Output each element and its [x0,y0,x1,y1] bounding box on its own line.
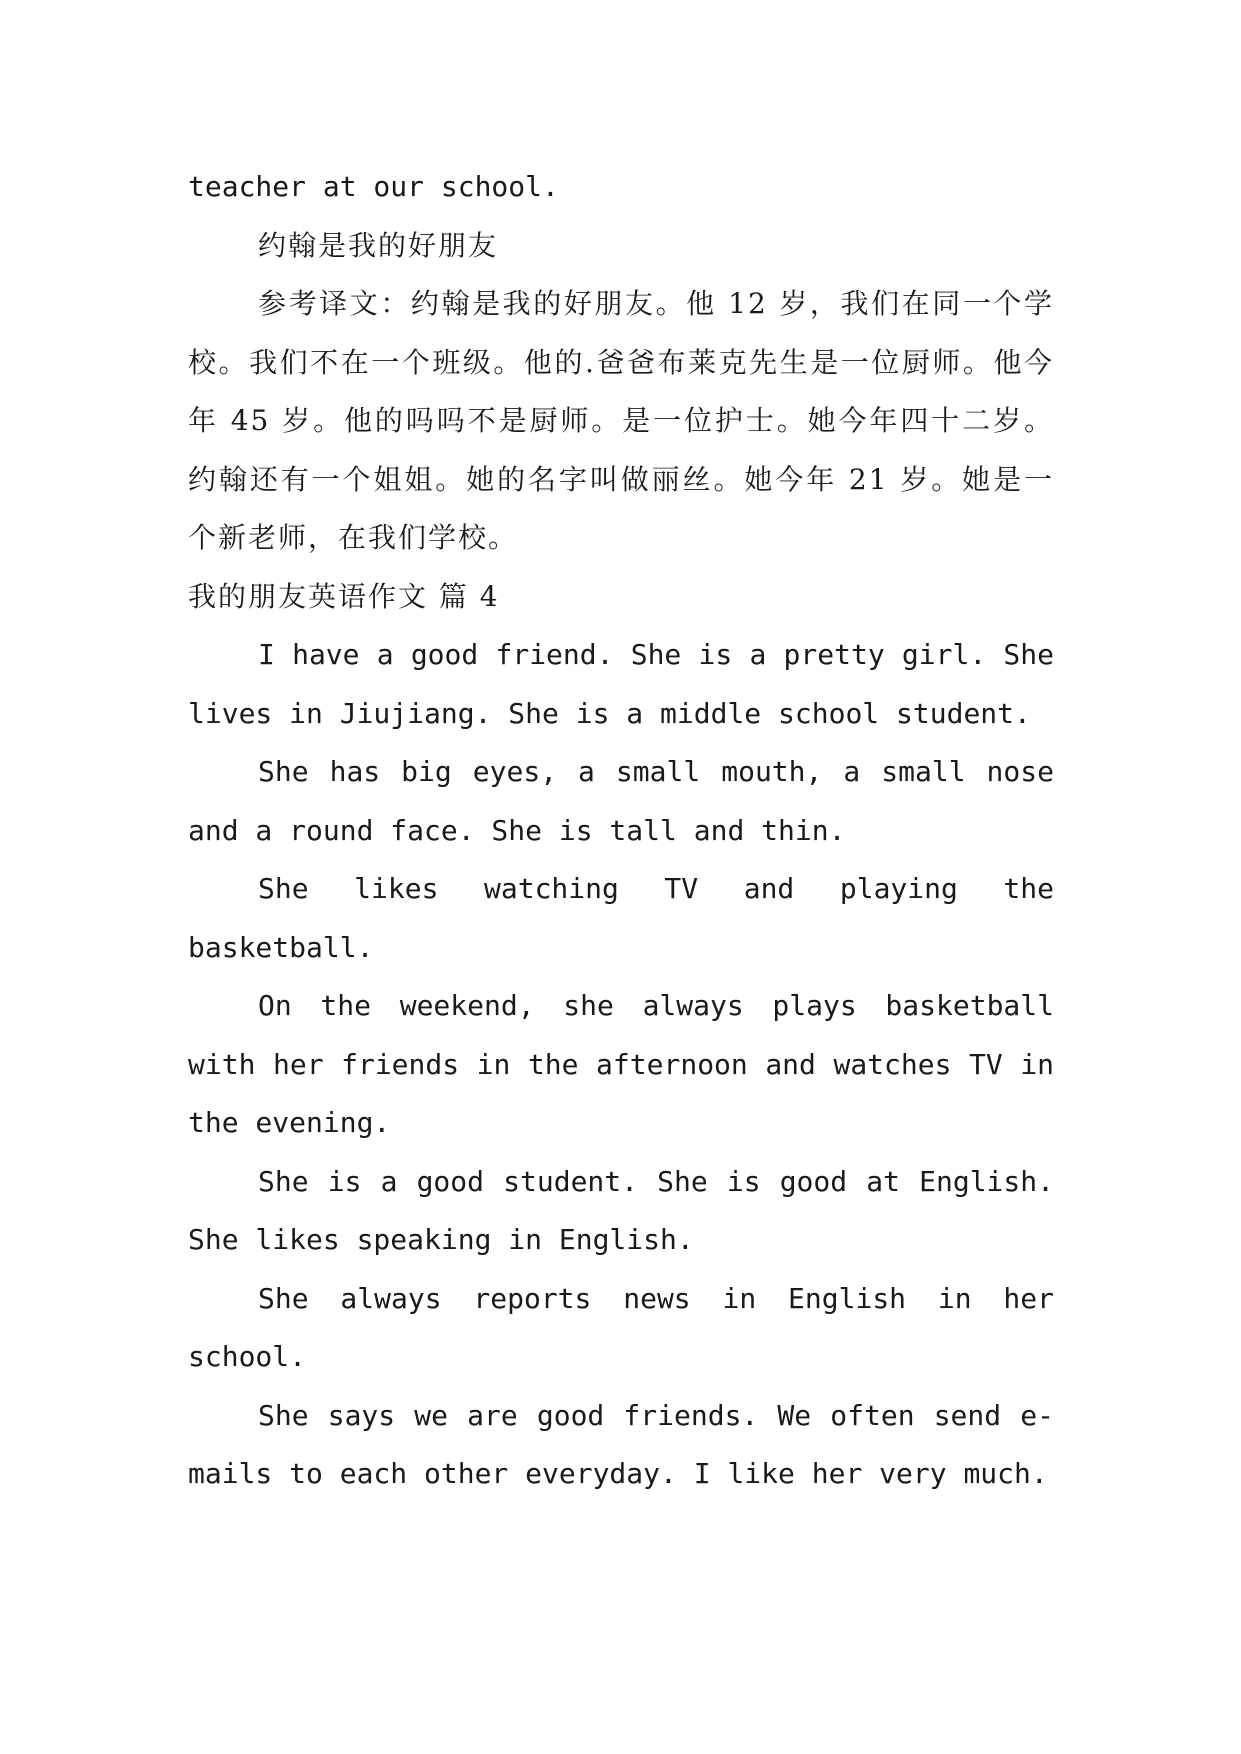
paragraph-chinese-translation: 参考译文：约翰是我的好朋友。他 12 岁，我们在同一个学校。我们不在一个班级。他的.爸爸布莱克先生是一位厨师。他今年 45 岁。他的吗吗不是厨师。是一位护士。她今年四十二岁。约翰还有一个姐姐。她的名字叫做丽丝。她今年 21 岁。她是一个新老师，在我们学校。 [188,287,1054,554]
paragraph-english: She is a good student. She is good at English. She likes speaking in English. [188,1164,1054,1256]
paragraph-english: On the weekend, she always plays basketball with her friends in the afternoon and watches TV in the evening. [188,989,1054,1139]
paragraph-english: She likes watching TV and playing the basketball. [188,872,1054,964]
document-page [188,158,1054,1504]
paragraph-english: She always reports news in English in her school. [188,1281,1054,1373]
paragraph-english: She says we are good friends. We often send e-mails to each other everyday. I like her very much. [188,1398,1054,1490]
section-heading: 我的朋友英语作文 篇 4 [188,579,500,613]
paragraph-english: She has big eyes, a small mouth, a small nose and a round face. She is tall and thin. [188,755,1054,847]
paragraph-continuation: teacher at our school. [188,170,559,203]
paragraph-chinese-title: 约翰是我的好朋友 [258,228,499,262]
paragraph-english: I have a good friend. She is a pretty girl. She lives in Jiujiang. She is a middle school student. [188,638,1054,730]
